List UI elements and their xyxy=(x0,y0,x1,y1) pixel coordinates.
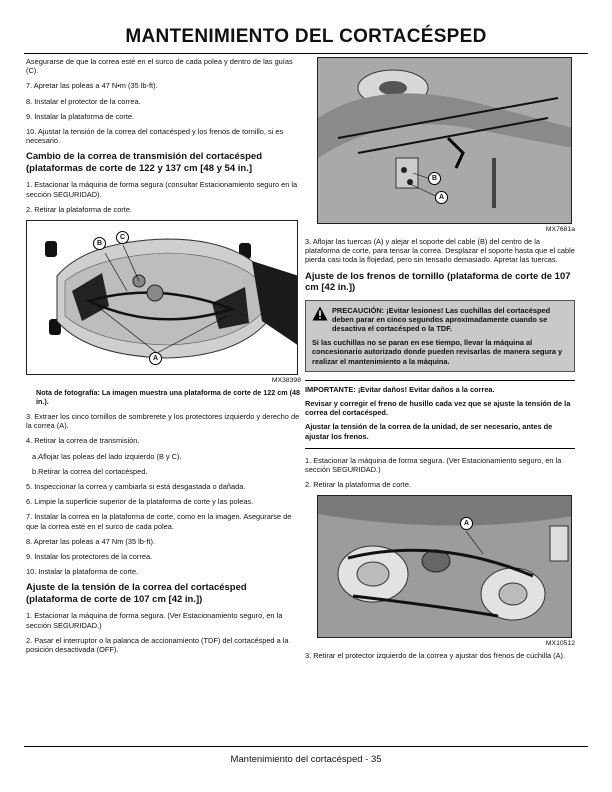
step: 10. Instalar la plataforma de corte. xyxy=(26,567,139,577)
callout-a: A xyxy=(435,191,448,204)
page-footer: Mantenimiento del cortacésped - 35 xyxy=(24,746,588,765)
callout-b: B xyxy=(93,237,106,250)
important-text: Ajustar la tensión de la correa de la unidad, de ser necesario, antes de ajustar los frenos. xyxy=(305,422,553,441)
step: 8. Instalar el protector de la correa. xyxy=(26,96,141,106)
caution-box xyxy=(305,300,575,372)
right-column xyxy=(305,57,575,667)
callout-a: A xyxy=(460,517,473,530)
step: 2. Pasar el interruptor o la palanca de accionamiento (TDF) del cortacésped a la posición desactivada (OFF). xyxy=(26,635,289,655)
step: 2. Retirar la plataforma de corte. xyxy=(305,480,411,490)
step: 9. Instalar los protectores de la correa. xyxy=(26,552,153,562)
step: 3. Aflojar las tuercas (A) y alejar el soporte del cable (B) del centro de la plataforma de corte, para tensar la correa. Desplazar el soporte hasta que el cable pierda casi toda la flojedad, pero sin tensarlo demasiado. Apretar las tuercas. xyxy=(305,237,575,265)
important-text: Revisar y corregir el freno de husillo cada vez que se ajuste la tensión de la correa del cortacésped. xyxy=(305,399,571,418)
spindle-brakes-photo xyxy=(318,496,572,638)
step: 7. Apretar las poleas a 47 N•m (35 lb-ft). xyxy=(26,81,158,91)
step: 5. Inspeccionar la correa y cambiarla si está desgastada o dañada. xyxy=(26,482,246,492)
figure-id: MX7681a xyxy=(545,226,575,233)
mower-deck-illustration xyxy=(27,221,298,375)
step: 1. Estacionar la máquina de forma segura. (Ver Estacionamiento seguro, en la sección SEGURIDAD.) xyxy=(26,611,283,630)
step: 6. Limpie la superficie superior de la plataforma de corte y las poleas. xyxy=(26,497,254,507)
step: 3. Retirar el protector izquierdo de la correa y ajustar dos frenos de cuchilla (A). xyxy=(305,651,566,661)
important-box xyxy=(305,380,575,449)
section-heading-belt-change: Cambio de la correa de transmisión del cortacésped (plataformas de corte de 122 y 137 cm [48 y 54 in.] xyxy=(26,151,262,174)
callout-a: A xyxy=(149,352,162,365)
substep: b.Retirar la correa del cortacésped. xyxy=(32,466,148,476)
caution-text: Si las cuchillas no se paran en ese tiempo, llevar la máquina al concesionario autorizado donde pueden revisarlas de manera segura y realizar el mantenimiento a la máquina. xyxy=(312,338,563,366)
substep: a.Aflojar las poleas del lado izquierdo (B y C). xyxy=(32,451,182,461)
step: 7. Instalar la correa en la plataforma de corte, como en la imagen. Asegurarse de que la correa esté en el surco de cada polea. xyxy=(26,512,292,531)
callout-c: C xyxy=(116,231,129,244)
step: 9. Instalar la plataforma de corte. xyxy=(26,111,135,121)
step: 2. Retirar la plataforma de corte. xyxy=(26,204,132,214)
step: 8. Apretar las poleas a 47 Nm (35 lb-ft). xyxy=(26,536,155,546)
paragraph: Asegurarse de que la correa esté en el surco de cada polea y dentro de las guías (C). xyxy=(26,57,293,76)
step: 1. Estacionar la máquina de forma segura. (Ver Estacionamiento seguro, en la sección SEGURIDAD.) xyxy=(305,455,562,475)
callout-b: B xyxy=(428,172,441,185)
figure-cable-bracket xyxy=(317,57,572,224)
step: 3. Extraer los cinco tornillos de sombrerete y los protectores izquierdo y derecho de la correa (A). xyxy=(26,412,300,431)
figure-id: MX10512 xyxy=(545,640,575,648)
figure-id: MX38398 xyxy=(271,377,301,385)
photo-caption: Nota de fotografía: La imagen muestra una plataforma de corte de 122 cm (48 in.). xyxy=(36,388,301,407)
step: 1. Estacionar la máquina de forma segura (consultar Estacionamiento seguro en la sección SEGURIDAD). xyxy=(26,180,298,199)
important-text: IMPORTANTE: ¡Evitar daños! Evitar daños a la correa. xyxy=(305,384,495,394)
step: 10. Ajustar la tensión de la correa del cortacésped y los frenos de tornillo, si es necesario. xyxy=(26,127,284,146)
section-heading-belt-tension: Ajuste de la tensión de la correa del cortacésped (plataforma de corte de 107 cm [42 in.]) xyxy=(26,582,247,605)
left-column xyxy=(26,57,301,660)
section-heading-spindle-brakes: Ajuste de los frenos de tornillo (plataforma de corte de 107 cm [42 in.]) xyxy=(305,270,571,294)
caution-text: PRECAUCIÓN: ¡Evitar lesiones! Las cuchillas del cortacésped deben parar en cinco segundos aproximadamente cuando se desactiva el cortacésped o la TDF. xyxy=(332,305,551,334)
figure-mower-deck-belt xyxy=(26,220,298,375)
page-title: MANTENIMIENTO DEL CORTACÉSPED xyxy=(24,26,588,54)
step: 4. Retirar la correa de transmisión. xyxy=(26,436,140,446)
figure-spindle-brakes xyxy=(317,495,572,638)
warning-triangle-icon xyxy=(312,306,328,321)
